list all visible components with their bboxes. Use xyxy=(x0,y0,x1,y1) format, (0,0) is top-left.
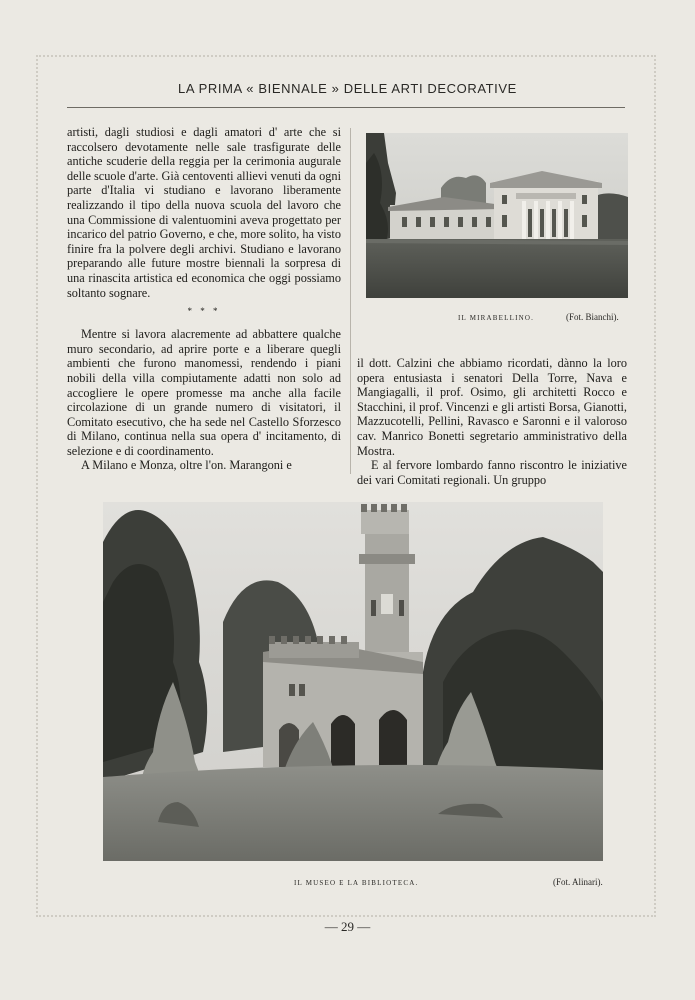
figure-1-credit: (Fot. Bianchi). xyxy=(566,312,619,322)
left-paragraph-2: Mentre si lavora alacremente ad abbattere qualche muro secondario, ad aprire porte e a liberare quegli ambienti che furono manomessi, rendendo i piani nobili della villa compiutamente adatti non solo ad accogliere le opere promesse ma anche alla facile circolazione di un grande numero di visitatori, il Comitato esecutivo, che ha sede nel Castello Sforzesco di Milano, continua nella sua opera d' incitamento, di selezione e di coordinamento. xyxy=(67,327,341,458)
photo-museo-biblioteca xyxy=(103,502,603,861)
left-text-column xyxy=(67,125,341,473)
page-header-title: LA PRIMA « BIENNALE » DELLE ARTI DECORATIVE xyxy=(178,81,517,96)
right-paragraph-1: il dott. Calzini che abbiamo ricordati, dànno la loro opera entusiasta i senatori Della Torre, Nava e Mangiagalli, il prof. Osimo, gli architetti Rocco e Stacchini, il prof. Vincenzi e gli artisti Borsa, Gianotti, Mazzucotelli, Pellini, Ravasco e Saronni e il valoroso cav. Manrico Bonetti segretario amministrativo della Mostra. xyxy=(357,356,627,458)
page-number: — 29 — xyxy=(324,919,371,934)
figure-2-caption: IL MUSEO E LA BIBLIOTECA. xyxy=(294,879,419,887)
column-divider xyxy=(350,128,351,474)
right-text-column xyxy=(357,356,627,487)
figure-2-credit: (Fot. Alinari). xyxy=(553,877,603,887)
left-paragraph-3: A Milano e Monza, oltre l'on. Marangoni e xyxy=(81,458,292,473)
left-paragraph-1: artisti, dagli studiosi e dagli amatori d' arte che si raccolsero devotamente nelle sale trasfigurate delle antiche scuderie della reggia per la cerimonia augurale delle scuole d'arte. Già centoventi allievi venuti da ogni parte d'Italia vi studiano e lavorano liberamente realizzando il tipo della nuova scuola del lavoro che una Commissione di valentuomini aveva progettato per incarico del patrio Governo, e che, more solito, ha visto finire fra la polvere degli archivi. Studiano e lavorano preparando alle future mostre biennali la sorpresa di una rinascita artistica ed economica che oggi possiamo soltanto sognare. xyxy=(67,125,341,300)
right-paragraph-2: E al fervore lombardo fanno riscontro le iniziative dei vari Comitati regionali. Un gruppo xyxy=(357,458,627,487)
photo-mirabellino xyxy=(366,133,628,298)
section-separator: * * * xyxy=(187,306,221,317)
header-rule xyxy=(67,107,625,108)
figure-1-caption: IL MIRABELLINO. xyxy=(458,314,535,322)
